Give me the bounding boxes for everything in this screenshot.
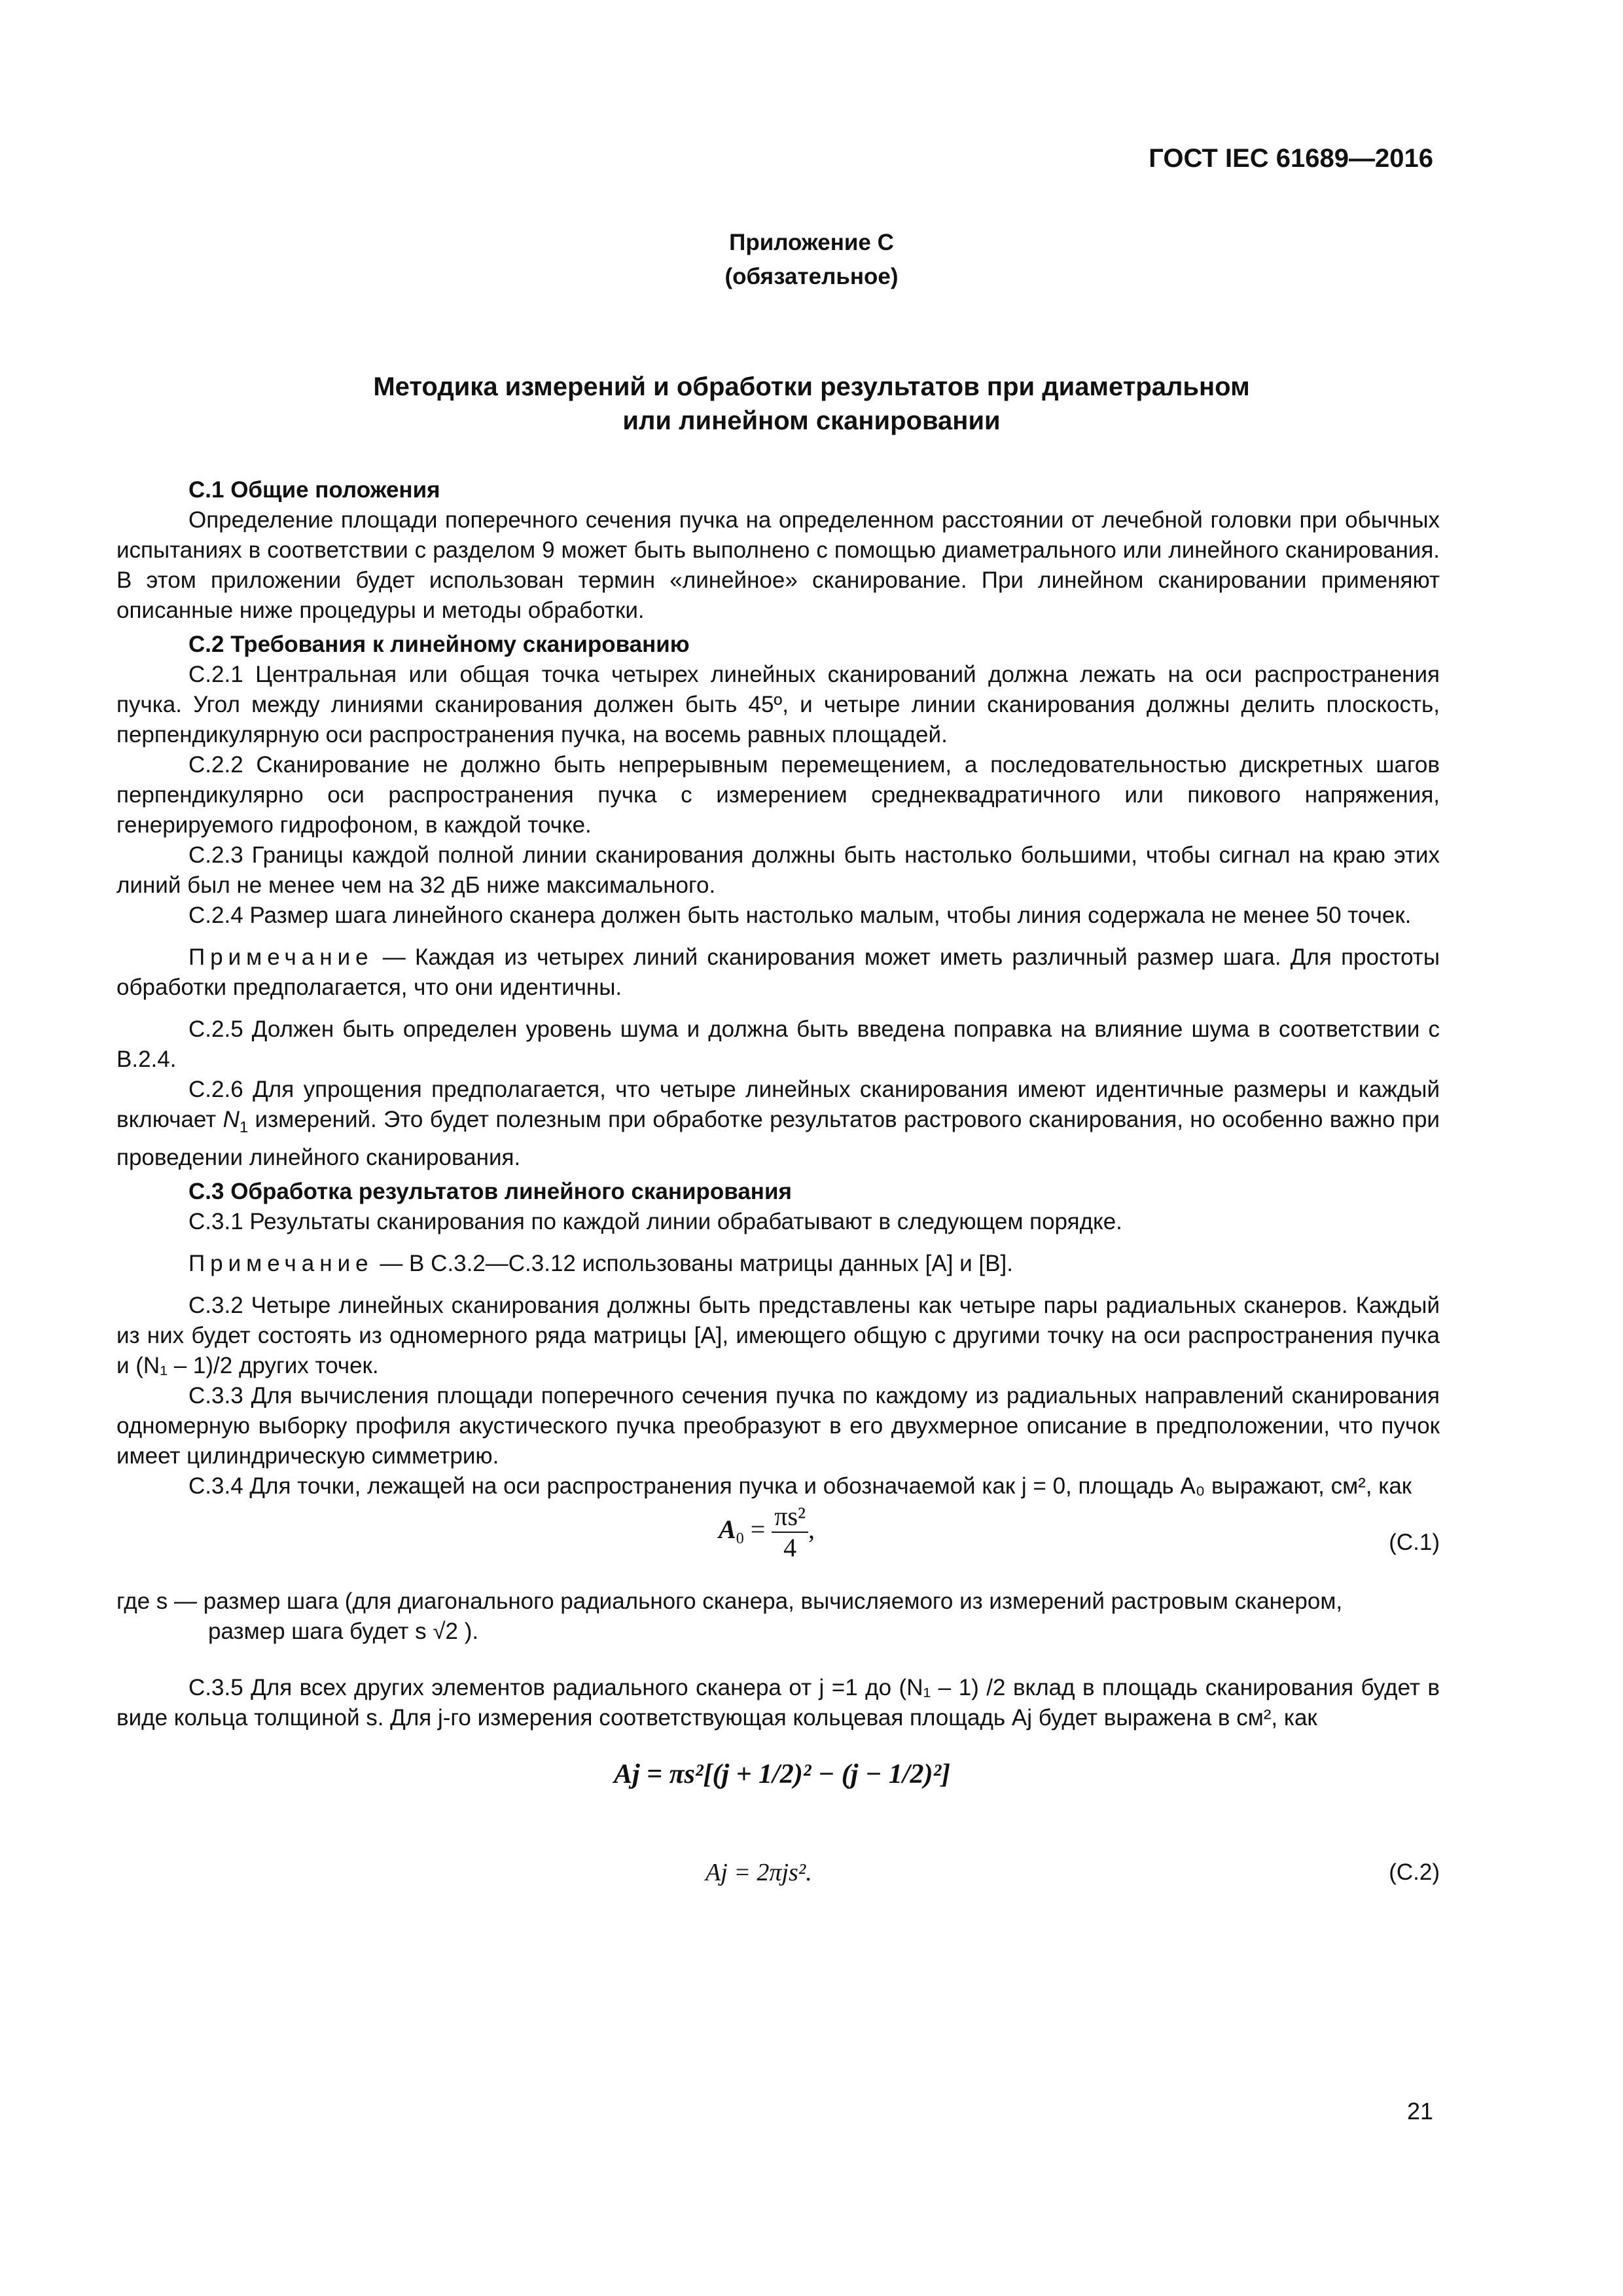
clause-c2-6-part-a: С.2.6 Для упрощения предполагается, что четыре линейных сканирования имеют идентичные размеры и каждый включает bbox=[116, 1077, 1440, 1132]
section-c1-paragraph: Определение площади поперечного сечения пучка на определенном расстоянии от лечебной головки при обычных испытаниях в соответствии с разделом 9 может быть выполнено с помощью диаметрального или линейного сканирования. В этом приложении будет использован термин «линейное» сканирование. При линейном сканировании применяют описанные ниже процедуры и методы обработки. bbox=[116, 507, 1440, 623]
clause-c3-5: С.3.5 Для всех других элементов радиального сканера от j =1 до (N₁ – 1) /2 вклад в площадь сканирования будет в виде кольца толщиной s. Для j-го измерения соответствующая кольцевая площадь Aj будет выражена в см², как bbox=[116, 1675, 1440, 1731]
equation-ring-formula: Aj = πs²[(j + 1/2)² − (j − 1/2)²] bbox=[614, 1759, 951, 1789]
section-c2-heading: С.2 Требования к линейному сканированию bbox=[188, 632, 690, 657]
clause-c3-1: С.3.1 Результаты сканирования по каждой линии обрабатывают в следующем порядке. bbox=[188, 1209, 1122, 1234]
equation-c2-formula: Aj = 2πjs². bbox=[705, 1859, 812, 1886]
equation-ring-area bbox=[116, 1733, 1440, 1831]
document-title-line2: или линейном сканировании bbox=[622, 406, 1001, 435]
document-body bbox=[116, 471, 1440, 1903]
note-text: — В С.3.2—С.3.12 использованы матрицы данных [A] и [B]. bbox=[373, 1251, 1013, 1276]
annex-title: Приложение С bbox=[729, 230, 894, 255]
clause-c2-5: С.2.5 Должен быть определен уровень шума и должна быть введена поправка на влияние шума в соответствии с В.2.4. bbox=[116, 1016, 1440, 1072]
clause-c2-6-part-b: измерений. Это будет полезным при обработке результатов растрового сканирования, но особенно важно при проведении линейного сканирования. bbox=[116, 1107, 1440, 1170]
note-c2 bbox=[116, 942, 1440, 1003]
document-title-line1: Методика измерений и обработки результатов при диаметральном bbox=[373, 372, 1250, 401]
eq1-denominator: 4 bbox=[783, 1533, 797, 1562]
equation-c1-formula: $A_0$ = $\frac{\text{πs²}}{4}$ , bbox=[719, 1501, 815, 1562]
eq1-lhs: A bbox=[719, 1515, 736, 1545]
equation-c1-number: (С.1) bbox=[1389, 1530, 1440, 1555]
section-c3-heading: С.3 Обработка результатов линейного сканирования bbox=[188, 1179, 792, 1204]
equation-c2 bbox=[116, 1831, 1440, 1903]
eq1-numerator: πs² bbox=[772, 1501, 808, 1533]
clause-c2-6-subscript: 1 bbox=[239, 1119, 249, 1136]
annex-heading bbox=[0, 226, 1623, 294]
clause-c2-6-variable: N bbox=[223, 1107, 240, 1132]
where-line2: размер шага будет s √2 ). bbox=[208, 1619, 479, 1644]
clause-c3-3: С.3.3 Для вычисления площади поперечного сечения пучка по каждому из радиальных направлений сканирования одномерную выборку профиля акустического пучка преобразуют в его двухмерное описание в предположении, что пучок имеет цилиндрическую симметрию. bbox=[116, 1383, 1440, 1469]
note-text: — Каждая из четырех линий сканирования может иметь различный размер шага. Для простоты обработки предполагается, что они идентичны. bbox=[116, 944, 1440, 1000]
note-label: Примечание bbox=[188, 944, 374, 970]
clause-c2-3: С.2.3 Границы каждой полной линии сканирования должны быть настолько большими, чтобы сигнал на краю этих линий был не менее чем на 32 дБ ниже максимального. bbox=[116, 842, 1440, 898]
where-line1: где s — размер шага (для диагонального радиального сканера, вычисляемого из измерений растровым сканером, bbox=[116, 1588, 1343, 1614]
equation-c2-number: (С.2) bbox=[1389, 1859, 1440, 1885]
note-c3 bbox=[116, 1249, 1440, 1279]
section-c1-heading: С.1 Общие положения bbox=[188, 477, 440, 503]
clause-c2-1: С.2.1 Центральная или общая точка четырех линейных сканирований должна лежать на оси распространения пучка. Угол между линиями сканирования должен быть 45º, и четыре линии сканирования должны делить плоскость, перпендикулярную оси распространения пучка, на восемь равных площадей. bbox=[116, 662, 1440, 747]
annex-status: (обязательное) bbox=[724, 264, 899, 289]
document-title bbox=[0, 370, 1623, 438]
eq1-fraction bbox=[772, 1501, 808, 1563]
page-number: 21 bbox=[1406, 2098, 1433, 2125]
equation-c1 bbox=[116, 1501, 1440, 1587]
clause-c2-4: С.2.4 Размер шага линейного сканера должен быть настолько малым, чтобы линия содержала не менее 50 точек. bbox=[188, 903, 1412, 928]
clause-c2-6 bbox=[116, 1075, 1440, 1173]
eq1-subscript: 0 bbox=[736, 1530, 744, 1548]
clause-c3-2: С.3.2 Четыре линейных сканирования должны быть представлены как четыре пары радиальных сканеров. Каждый из них будет состоять из одномерного ряда матрицы [А], имеющего общую с другими точку на оси распространения пучка и (N₁ – 1)/2 других точек. bbox=[116, 1293, 1440, 1378]
clause-c2-2: С.2.2 Сканирование не должно быть непрерывным перемещением, а последовательностью дискретных шагов перпендикулярно оси распространения пучка с измерением среднеквадратичного или пикового напряжения, генерируемого гидрофоном, в каждой точке. bbox=[116, 752, 1440, 838]
clause-c3-4: С.3.4 Для точки, лежащей на оси распространения пучка и обозначаемой как j = 0, площадь A₀ выражают, см², как bbox=[188, 1473, 1412, 1499]
standard-code: ГОСТ IEC 61689—2016 bbox=[1149, 144, 1433, 173]
note-label: Примечание bbox=[188, 1251, 374, 1276]
